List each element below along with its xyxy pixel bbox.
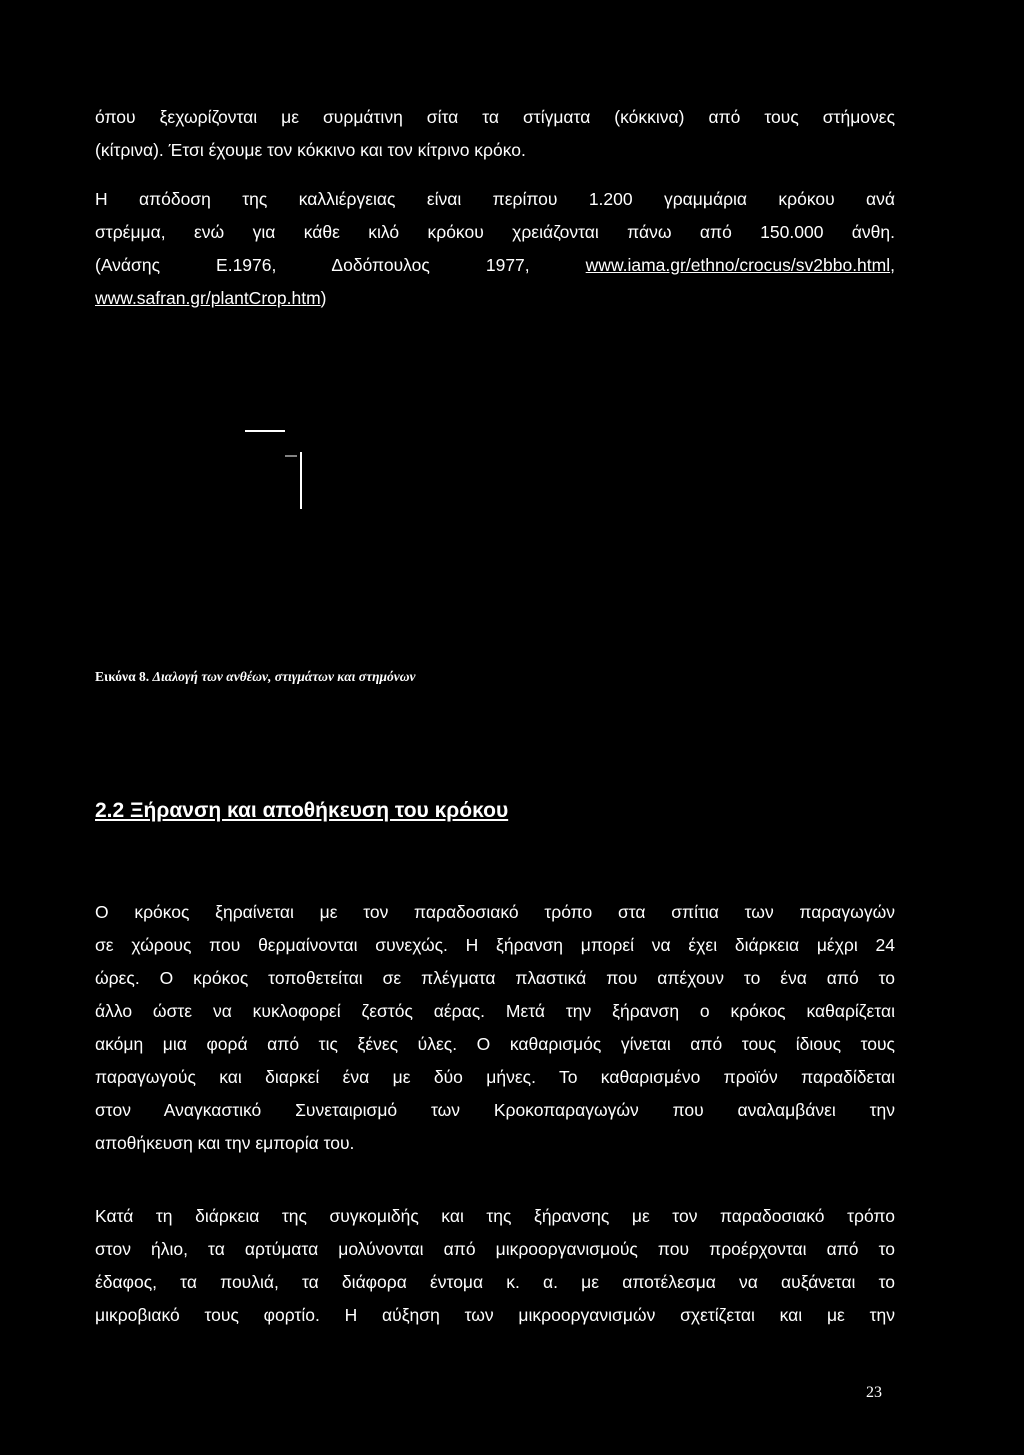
page-number: 23 bbox=[866, 1384, 882, 1401]
reference-separator: , bbox=[890, 255, 895, 275]
text-line: μικροβιακό τους φορτίο. Η αύξηση των μικροοργανισμών σχετίζεται και με την bbox=[95, 1305, 895, 1325]
figure-caption bbox=[95, 667, 415, 687]
text-line: Η απόδοση της καλλιέργειας είναι περίπου 1.200 γραμμάρια κρόκου ανά bbox=[95, 189, 895, 209]
text-line: άλλο ώστε να κυκλοφορεί ζεστός αέρας. Μετά την ξήρανση ο κρόκος καθαρίζεται bbox=[95, 1001, 895, 1021]
text-line: στρέμμα, ενώ για κάθε κιλό κρόκου χρειάζονται πάνω από 150.000 άνθη. bbox=[95, 222, 895, 242]
reference-line bbox=[95, 249, 895, 282]
figure-image bbox=[95, 400, 895, 650]
text-line: ώρες. Ο κρόκος τοποθετείται σε πλέγματα πλαστικά που απέχουν το ένα από το bbox=[95, 968, 895, 988]
text-line: αποθήκευση και την εμπορία του. bbox=[95, 1133, 355, 1153]
text-line: όπου ξεχωρίζονται με συρμάτινη σίτα τα στίγματα (κόκκινα) από τους στήμονες bbox=[95, 107, 895, 127]
text-line: σε χώρους που θερμαίνονται συνεχώς. Η ξήρανση μπορεί να έχει διάρκεια μέχρι 24 bbox=[95, 935, 895, 955]
reference-link-safran[interactable]: www.safran.gr/plantCrop.htm bbox=[95, 288, 321, 308]
caption-text: Διαλογή των ανθέων, στιγμάτων και στημόνων bbox=[152, 669, 416, 684]
text-line: στον Αναγκαστικό Συνεταιρισμό των Κροκοπαραγωγών που αναλαμβάνει την bbox=[95, 1100, 895, 1120]
text-line: παραγωγούς και διαρκεί ένα με δύο μήνες. Το καθαρισμένο προϊόν παραδίδεται bbox=[95, 1067, 895, 1087]
text-line: στον ήλιο, τα αρτύματα μολύνονται από μικροοργανισμούς που προέρχονται από το bbox=[95, 1239, 895, 1259]
text-line: Κατά τη διάρκεια της συγκομιδής και της ξήρανσης με τον παραδοσιακό τρόπο bbox=[95, 1206, 895, 1226]
figure-mark-speck bbox=[285, 455, 297, 457]
reference-citation: (Ανάσης Ε.1976, Δοδόπουλος 1977, bbox=[95, 255, 586, 275]
paragraph-sorting bbox=[95, 101, 895, 167]
text-line: Ο κρόκος ξηραίνεται με τον παραδοσιακό τρόπο στα σπίτια των παραγωγών bbox=[95, 902, 895, 922]
figure-mark-vertical bbox=[300, 452, 302, 509]
paragraph-microorganisms bbox=[95, 1200, 895, 1332]
paragraph-drying bbox=[95, 896, 895, 1160]
paragraph-yield bbox=[95, 183, 895, 315]
reference-link-crocus[interactable]: www.iama.gr/ethno/crocus/sv2bbo.html bbox=[585, 255, 891, 275]
section-heading: 2.2 Ξήρανση και αποθήκευση του κρόκου bbox=[95, 799, 509, 822]
reference-line bbox=[95, 282, 895, 315]
text-line: έδαφος, τα πουλιά, τα διάφορα έντομα κ. α. με αποτέλεσμα να αυξάνεται το bbox=[95, 1272, 895, 1292]
caption-label: Εικόνα 8. bbox=[95, 669, 150, 684]
text-line: ακόμη μια φορά από τις ξένες ύλες. Ο καθαρισμός γίνεται από τους ίδιους τους bbox=[95, 1034, 895, 1054]
figure-mark-horizontal bbox=[245, 430, 285, 432]
reference-close: ) bbox=[320, 288, 327, 308]
text-line: (κίτρινα). Έτσι έχουμε τον κόκκινο και τον κίτρινο κρόκο. bbox=[95, 140, 526, 160]
